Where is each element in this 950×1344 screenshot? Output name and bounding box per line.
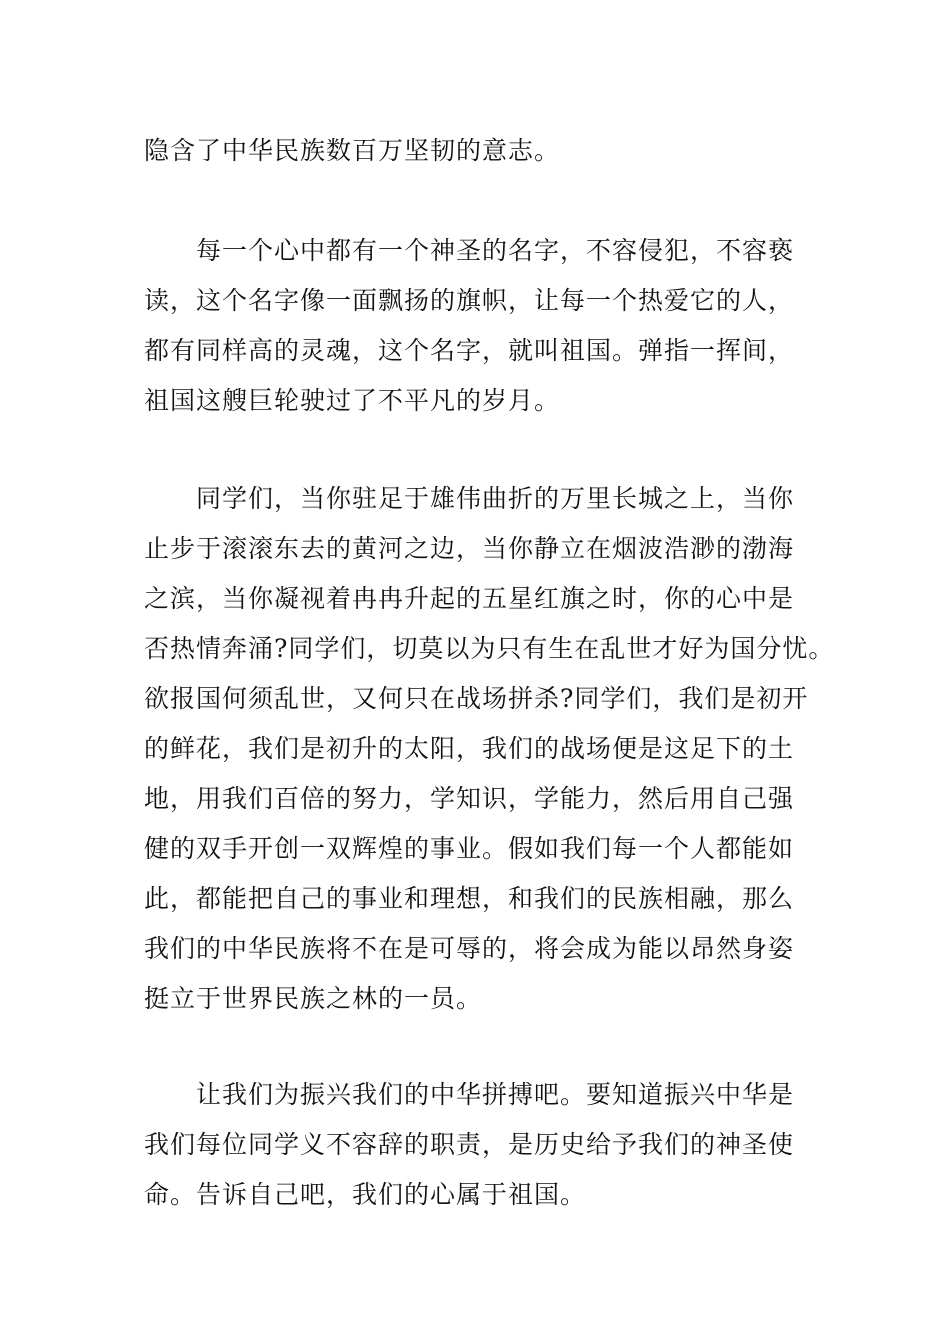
text-line: 否热情奔涌?同学们，切莫以为只有生在乱世才好为国分忧。 xyxy=(144,634,835,663)
paragraph-2 xyxy=(144,226,824,426)
text-line: 欲报国何须乱世，又何只在战场拼杀?同学们，我们是初开 xyxy=(144,684,809,713)
text-line: 止步于滚滚东去的黄河之边，当你静立在烟波浩渺的渤海 xyxy=(144,534,795,563)
text-line: 我们的中华民族将不在是可辱的，将会成为能以昂然身姿 xyxy=(144,934,795,963)
text-line: 都有同样高的灵魂，这个名字，就叫祖国。弹指一挥间， xyxy=(144,336,795,365)
text-line: 读，这个名字像一面飘扬的旗帜，让每一个热爱它的人， xyxy=(144,286,795,315)
text-line: 祖国这艘巨轮驶过了不平凡的岁月。 xyxy=(144,386,561,415)
text-line: 让我们为振兴我们的中华拼搏吧。要知道振兴中华是 xyxy=(196,1080,795,1109)
paragraph-4 xyxy=(144,1070,824,1220)
text-line: 挺立于世界民族之林的一员。 xyxy=(144,984,483,1013)
text-line: 地，用我们百倍的努力，学知识，学能力，然后用自己强 xyxy=(144,784,795,813)
text-line: 隐含了中华民族数百万坚韧的意志。 xyxy=(144,136,561,165)
paragraph-1 xyxy=(144,126,824,176)
text-line: 此，都能把自己的事业和理想，和我们的民族相融，那么 xyxy=(144,884,795,913)
text-line: 每一个心中都有一个神圣的名字，不容侵犯，不容亵 xyxy=(196,236,795,265)
text-line: 我们每位同学义不容辞的职责，是历史给予我们的神圣使 xyxy=(144,1130,795,1159)
text-line: 同学们，当你驻足于雄伟曲折的万里长城之上，当你 xyxy=(196,484,795,513)
text-line: 健的双手开创一双辉煌的事业。假如我们每一个人都能如 xyxy=(144,834,795,863)
text-line: 的鲜花，我们是初升的太阳，我们的战场便是这足下的土 xyxy=(144,734,795,763)
paragraph-3 xyxy=(144,474,835,1024)
text-line: 之滨，当你凝视着冉冉升起的五星红旗之时，你的心中是 xyxy=(144,584,795,613)
text-line: 命。告诉自己吧，我们的心属于祖国。 xyxy=(144,1180,587,1209)
